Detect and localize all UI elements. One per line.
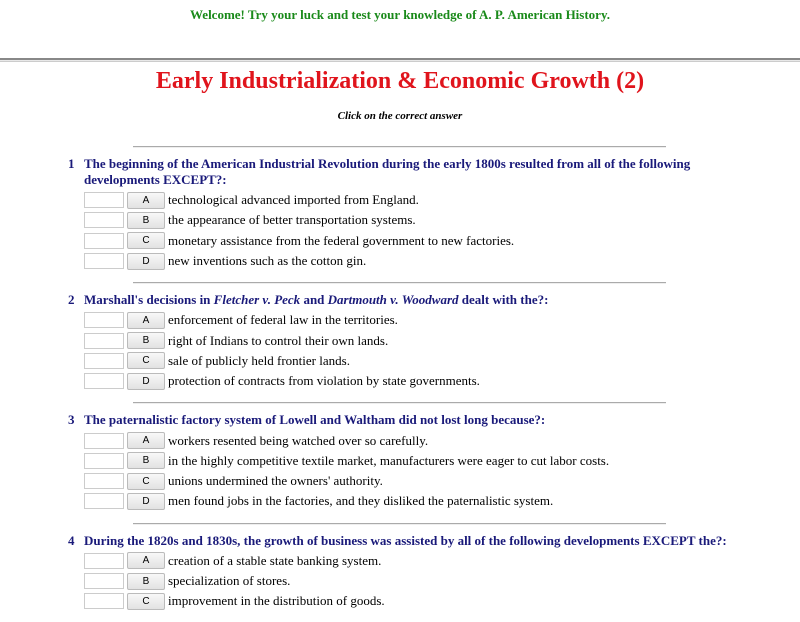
answer-text: monetary assistance from the federal government to new factories. <box>168 232 515 248</box>
answer-button-d[interactable]: D <box>127 493 165 510</box>
answer-text: men found jobs in the factories, and they disliked the paternalistic system. <box>168 493 554 509</box>
question-text <box>0 412 800 428</box>
answer-text: enforcement of federal law in the territories. <box>168 312 398 328</box>
answer-text: specialization of stores. <box>168 573 291 588</box>
answer-row <box>0 571 800 591</box>
answer-button-c[interactable]: C <box>127 352 165 369</box>
answer-result-field[interactable] <box>84 192 124 208</box>
question-number: 1 <box>68 156 75 171</box>
answer-row <box>0 471 800 491</box>
question-block <box>0 404 800 522</box>
answer-row <box>0 430 800 450</box>
answer-text: workers resented being watched over so carefully. <box>168 432 429 448</box>
answer-result-field[interactable] <box>84 212 124 228</box>
answer-button-d[interactable]: D <box>127 253 165 270</box>
answer-row <box>0 330 800 350</box>
answer-button-b[interactable]: B <box>127 332 165 349</box>
answer-text: improvement in the distribution of goods. <box>168 593 385 609</box>
top-divider <box>0 58 800 62</box>
answer-row <box>0 451 800 471</box>
question-segment: Marshall's decisions in <box>84 292 214 308</box>
question-block <box>0 148 800 282</box>
welcome-message: Welcome! Try your luck and test your knowledge of A. P. American History. <box>190 7 610 22</box>
answer-result-field[interactable] <box>84 312 124 328</box>
answer-result-field[interactable] <box>84 373 124 389</box>
question-number: 2 <box>68 292 75 308</box>
answer-row <box>0 591 800 611</box>
answer-result-field[interactable] <box>84 333 124 349</box>
answer-result-field[interactable] <box>84 433 124 449</box>
question-segment: The beginning of the American Industrial Revolution during the early 1800s resulted from all of the following developments EXCEPT?: <box>84 156 691 187</box>
answer-button-b[interactable]: B <box>127 212 165 229</box>
answer-button-a[interactable]: A <box>127 552 165 569</box>
answer-text: unions undermined the owners' authority. <box>168 473 383 489</box>
question-segment: and <box>300 292 328 308</box>
answer-row <box>0 551 800 571</box>
case-name: Dartmouth v. Woodward <box>327 292 459 308</box>
question-text <box>0 292 800 308</box>
answer-button-b[interactable]: B <box>127 573 165 590</box>
answer-result-field[interactable] <box>84 593 124 609</box>
question-text <box>0 156 800 188</box>
case-name: Fletcher v. Peck <box>213 292 301 308</box>
answer-row <box>0 210 800 230</box>
answer-text: sale of publicly held frontier lands. <box>168 352 350 368</box>
answer-result-field[interactable] <box>84 573 124 589</box>
question-number: 3 <box>68 412 75 428</box>
answer-row <box>0 310 800 330</box>
answer-text: creation of a stable state banking system. <box>168 552 382 568</box>
answer-result-field[interactable] <box>84 473 124 489</box>
answer-button-a[interactable]: A <box>127 192 165 209</box>
answer-row <box>0 371 800 391</box>
answer-result-field[interactable] <box>84 553 124 569</box>
question-segment: During the 1820s and 1830s, the growth of business was assisted by all of the following developments EXCEPT the?: <box>84 532 727 548</box>
question-block <box>0 284 800 402</box>
answer-button-c[interactable]: C <box>127 473 165 490</box>
quiz-list <box>0 146 800 622</box>
question-segment: The paternalistic factory system of Lowell and Waltham did not lost long because?: <box>84 412 546 428</box>
answer-button-b[interactable]: B <box>127 452 165 469</box>
answer-row <box>0 351 800 371</box>
answer-text: the appearance of better transportation systems. <box>168 212 416 228</box>
answer-text: technological advanced imported from England. <box>168 192 419 208</box>
question-text <box>0 533 800 549</box>
answer-result-field[interactable] <box>84 453 124 469</box>
answer-result-field[interactable] <box>84 353 124 369</box>
answer-row <box>0 231 800 251</box>
answer-result-field[interactable] <box>84 493 124 509</box>
question-segment: dealt with the?: <box>458 292 549 308</box>
answer-text: new inventions such as the cotton gin. <box>168 253 367 269</box>
answer-button-c[interactable]: C <box>127 593 165 610</box>
answer-button-d[interactable]: D <box>127 373 165 390</box>
answer-button-a[interactable]: A <box>127 432 165 449</box>
answer-text: in the highly competitive textile market, manufacturers were eager to cut labor costs. <box>168 452 610 468</box>
answer-result-field[interactable] <box>84 253 124 269</box>
answer-row <box>0 190 800 210</box>
answer-text: right of Indians to control their own lands. <box>168 332 389 348</box>
question-block <box>0 525 800 622</box>
answer-button-c[interactable]: C <box>127 232 165 249</box>
page-title: Early Industrialization & Economic Growth (2) <box>155 68 645 94</box>
answer-row <box>0 491 800 511</box>
answer-result-field[interactable] <box>84 233 124 249</box>
question-number: 4 <box>68 532 75 548</box>
answer-row <box>0 251 800 271</box>
answer-text: protection of contracts from violation by state governments. <box>168 373 480 389</box>
answer-button-a[interactable]: A <box>127 312 165 329</box>
instruction-text: Click on the correct answer <box>337 110 463 122</box>
